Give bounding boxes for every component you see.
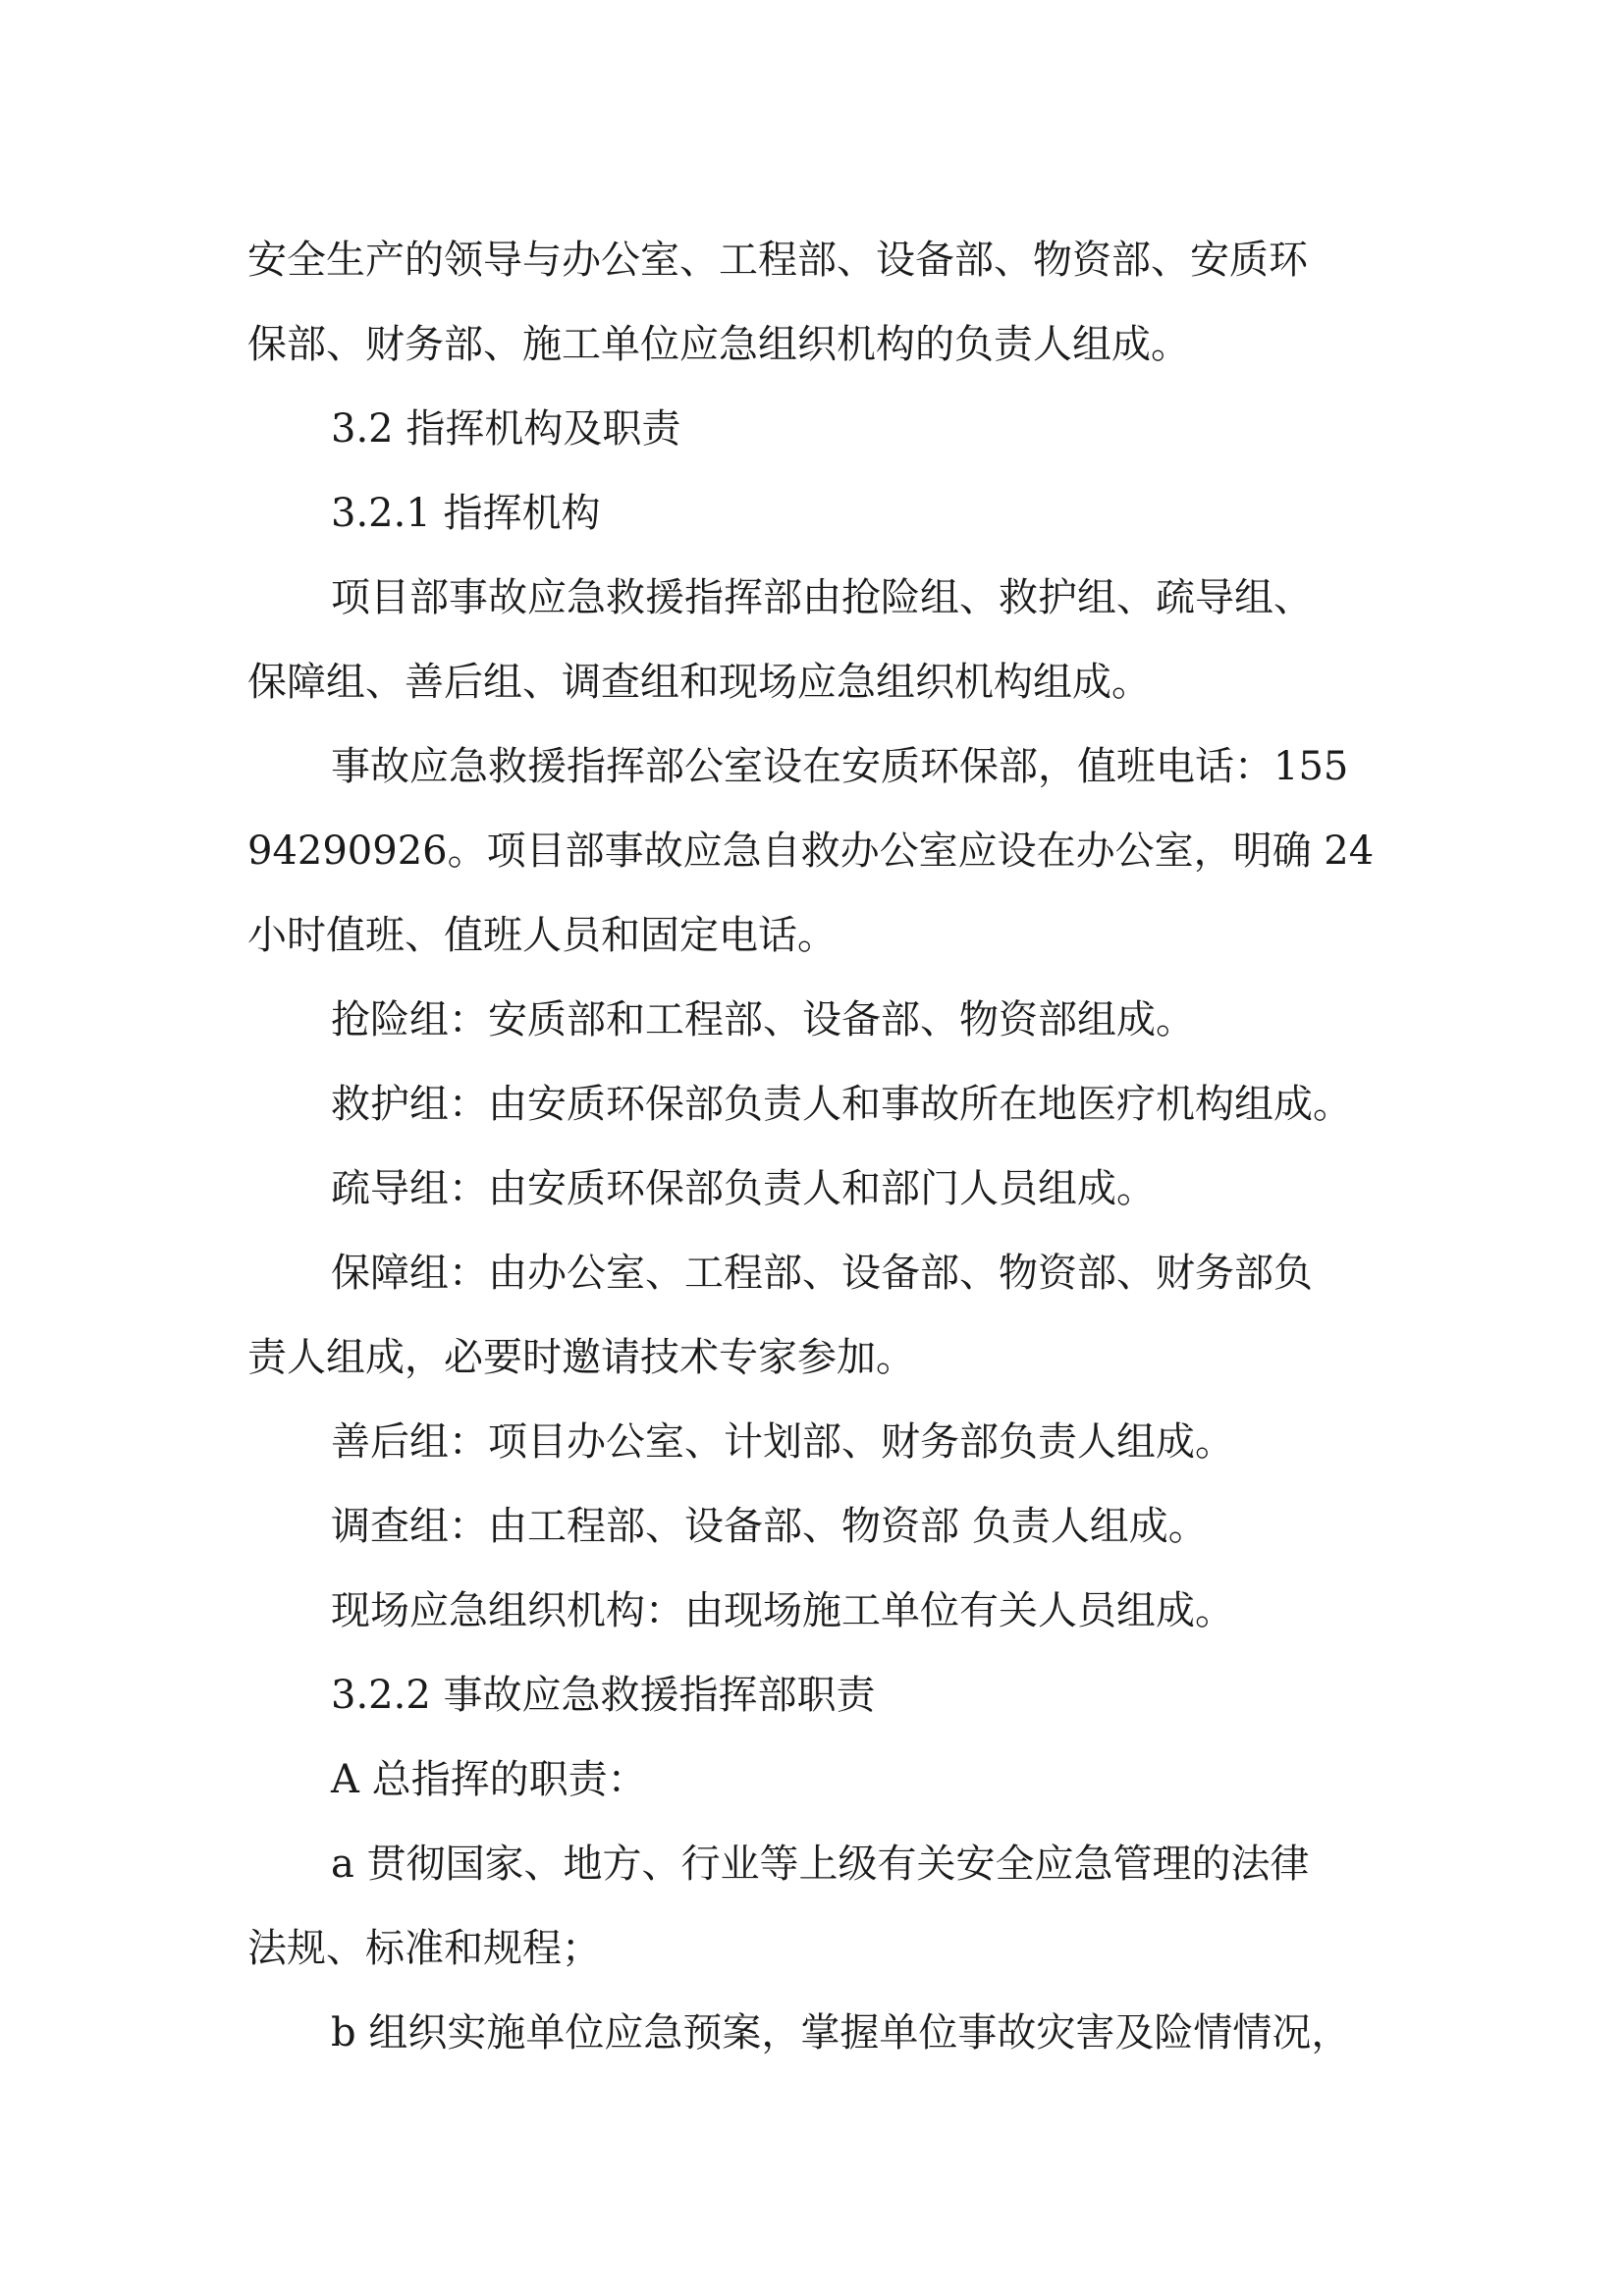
text-line: 善后组：项目办公室、计划部、财务部负责人组成。 (331, 1419, 1234, 1465)
subsection-heading: 3.2.1 指挥机构 (331, 491, 601, 536)
text-line: 责人组成，必要时邀请技术专家参加。 (247, 1335, 915, 1380)
text-line: 法规、标准和规程； (247, 1926, 601, 1971)
text-line: b 组织实施单位应急预案，掌握单位事故灾害及险情情况， (331, 2010, 1351, 2056)
text-line: 救护组：由安质环保部负责人和事故所在地医疗机构组成。 (331, 1082, 1352, 1127)
subsection-heading: 3.2.2 事故应急救援指挥部职责 (331, 1673, 876, 1718)
text-line: 保障组、善后组、调查组和现场应急组织机构组成。 (247, 660, 1151, 705)
text-line: 安全生产的领导与办公室、工程部、设备部、物资部、安质环 (247, 238, 1308, 283)
text-line: 调查组：由工程部、设备部、物资部 负责人组成。 (331, 1504, 1208, 1549)
section-heading: 3.2 指挥机构及职责 (331, 406, 681, 452)
document-body (247, 218, 1396, 2075)
text-line: 现场应急组织机构：由现场施工单位有关人员组成。 (331, 1588, 1234, 1633)
text-line: 小时值班、值班人员和固定电话。 (247, 913, 837, 958)
text-line: 事故应急救援指挥部公室设在安质环保部，值班电话：155 (331, 744, 1349, 789)
text-line: A 总指挥的职责： (331, 1757, 647, 1802)
text-line: 94290926。项目部事故应急自救办公室应设在办公室，明确 24 (247, 828, 1375, 874)
text-line: 保障组：由办公室、工程部、设备部、物资部、财务部负 (331, 1251, 1313, 1296)
text-line: 疏导组：由安质环保部负责人和部门人员组成。 (331, 1166, 1156, 1211)
text-line: 抢险组：安质部和工程部、设备部、物资部组成。 (331, 997, 1195, 1042)
text-line: 项目部事故应急救援指挥部由抢险组、救护组、疏导组、 (331, 575, 1313, 620)
text-line: a 贯彻国家、地方、行业等上级有关安全应急管理的法律 (331, 1842, 1310, 1887)
text-line: 保部、财务部、施工单位应急组织机构的负责人组成。 (247, 322, 1190, 367)
